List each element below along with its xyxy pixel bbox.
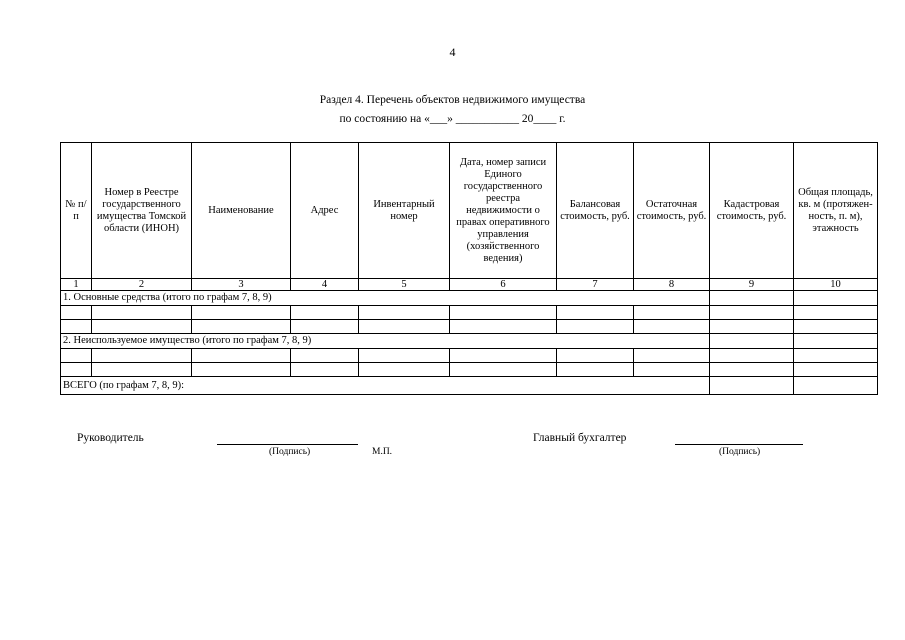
col-number: 2	[92, 279, 192, 291]
table-row	[61, 320, 878, 334]
section-row-fixed-assets	[61, 291, 878, 306]
page-number: 4	[449, 45, 456, 59]
section-subtitle	[0, 113, 905, 125]
head-signature-line	[217, 444, 358, 445]
table-cell	[710, 349, 794, 363]
date-prefix: по состоянию на «	[339, 113, 430, 125]
col-header-3: Наименование	[192, 143, 291, 279]
table-cell	[710, 320, 794, 334]
table-cell	[61, 349, 92, 363]
table-cell	[450, 363, 557, 377]
table-cell	[794, 320, 878, 334]
col-header-10: Общая площадь, кв. м (протяжен-ность, п. м), этажность	[794, 143, 878, 279]
col-number: 3	[192, 279, 291, 291]
table-cell	[557, 363, 634, 377]
date-mid: »	[447, 113, 453, 125]
col-number: 7	[557, 279, 634, 291]
table-cell	[710, 291, 794, 306]
total-label: ВСЕГО (по графам 7, 8, 9):	[61, 377, 710, 395]
header-row	[61, 143, 878, 279]
head-label: Руководитель	[77, 432, 144, 444]
table-cell	[450, 306, 557, 320]
table-cell	[794, 306, 878, 320]
table-cell	[450, 320, 557, 334]
table-cell	[359, 306, 450, 320]
accountant-label: Главный бухгалтер	[533, 432, 627, 444]
table-cell	[710, 334, 794, 349]
table-cell	[291, 306, 359, 320]
table-cell	[634, 320, 710, 334]
col-number: 5	[359, 279, 450, 291]
property-table	[60, 142, 878, 395]
table-cell	[92, 363, 192, 377]
section-label: 1. Основные средства (итого по графам 7, 8, 9)	[61, 291, 710, 306]
table-cell	[291, 320, 359, 334]
table-cell	[794, 363, 878, 377]
table-cell	[557, 306, 634, 320]
col-number: 9	[710, 279, 794, 291]
date-month-blank: ___________	[455, 113, 519, 125]
date-year: 20____	[521, 113, 557, 125]
table-cell	[61, 306, 92, 320]
col-header-8: Остаточная стоимость, руб.	[634, 143, 710, 279]
table-cell	[557, 320, 634, 334]
table-cell	[359, 320, 450, 334]
col-header-6: Дата, номер записи Единого государственного реестра недвижимости о правах оперативного управления (хозяйственного ведения)	[450, 143, 557, 279]
col-number: 6	[450, 279, 557, 291]
table-cell	[92, 349, 192, 363]
table-cell	[359, 349, 450, 363]
table-cell	[794, 334, 878, 349]
table-cell	[710, 306, 794, 320]
table-cell	[557, 349, 634, 363]
table-cell	[794, 291, 878, 306]
table-cell	[794, 377, 878, 395]
table-cell	[192, 349, 291, 363]
head-signature-caption: (Подпись)	[269, 447, 311, 457]
date-suffix: г.	[559, 113, 566, 125]
table-cell	[450, 349, 557, 363]
col-number: 10	[794, 279, 878, 291]
table-cell	[794, 349, 878, 363]
stamp-label: М.П.	[372, 447, 393, 457]
table-cell	[192, 306, 291, 320]
section-label: 2. Неиспользуемое имущество (итого по графам 7, 8, 9)	[61, 334, 710, 349]
table-row	[61, 349, 878, 363]
col-header-1: № п/п	[61, 143, 92, 279]
table-cell	[192, 320, 291, 334]
col-header-5: Инвентарный номер	[359, 143, 450, 279]
col-number: 8	[634, 279, 710, 291]
table-cell	[634, 306, 710, 320]
section-title: Раздел 4. Перечень объектов недвижимого имущества	[319, 94, 586, 106]
table-cell	[634, 363, 710, 377]
table-cell	[92, 320, 192, 334]
table-row	[61, 306, 878, 320]
section-row-unused-property	[61, 334, 878, 349]
table-cell	[61, 363, 92, 377]
col-header-4: Адрес	[291, 143, 359, 279]
table-cell	[291, 363, 359, 377]
table-cell	[192, 363, 291, 377]
col-number: 1	[61, 279, 92, 291]
accountant-signature-caption: (Подпись)	[719, 447, 761, 457]
column-number-row	[61, 279, 878, 291]
table-cell	[61, 320, 92, 334]
col-header-9: Кадастровая стоимость, руб.	[710, 143, 794, 279]
col-number: 4	[291, 279, 359, 291]
table-cell	[291, 349, 359, 363]
table-row	[61, 363, 878, 377]
accountant-signature-line	[675, 444, 803, 445]
table-cell	[359, 363, 450, 377]
total-row	[61, 377, 878, 395]
table-cell	[710, 363, 794, 377]
table-cell	[92, 306, 192, 320]
col-header-7: Балансовая стоимость, руб.	[557, 143, 634, 279]
date-day-blank: ___	[429, 113, 448, 125]
col-header-2: Номер в Реестре государственного имущества Томской области (ИНОН)	[92, 143, 192, 279]
table-cell	[634, 349, 710, 363]
table-cell	[710, 377, 794, 395]
